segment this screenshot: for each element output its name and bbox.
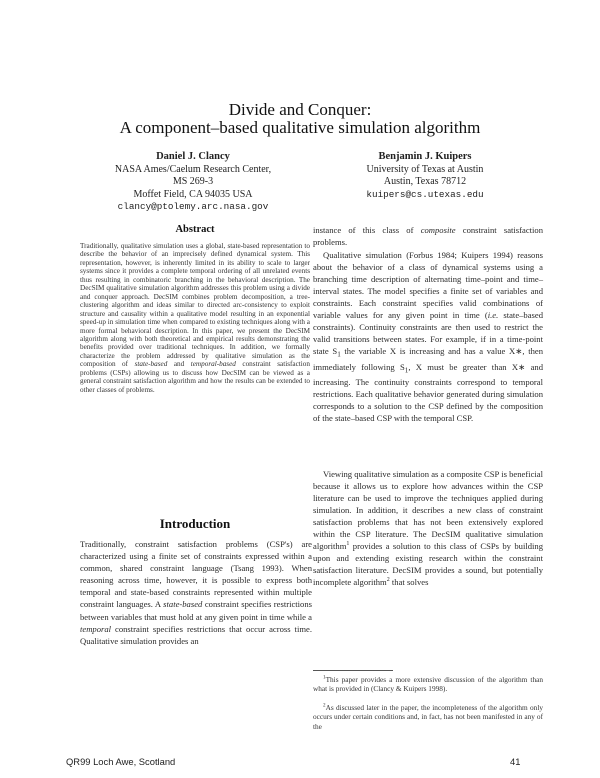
- author-affiliation-line: NASA Ames/Caelum Research Center,: [114, 163, 272, 175]
- right-column-paragraph-3: Viewing qualitative simulation as a composite CSP is beneficial because it allows us to explore how advances within the CSP literature can be used to improve the techniques applied during simulation. In addition, it describes a new class of constraint satisfaction problems that has not been extensively explored within the CSP literature. The DecSIM qualitative simulation algorithm$^1$ provides a solution to this class of CSPs by building upon and extending existing research within the constraint satisfaction literature. DecSIM provides a sound, but potentially incomplete algorithm$^2$ that solves: [313, 469, 543, 587]
- abstract-text: Traditionally, qualitative simulation uses a global, state-based representation to describe the behavior of an imprecisely defined dynamical system. This representation, however, is inherently limited in its ability to scale to larger systems since it provides a complete temporal ordering of all unrelated events thus resulting in combinatoric branching in the behavioral description. The DecSIM qualitative simulation algorithm addresses this problem using a divide and conquer approach. DecSIM combines problem decomposition, a tree-clustering algorithm and ideas similar to directed arc-consistency to exploit structure and causality within a qualitative model resulting in an exponential speed-up in simulation time when compared to existing techniques along with a more formal behavioral description. In this paper, we present the DecSIM algorithm along with both theoretical and empirical results demonstrating the benefits provided over traditional techniques. In addition, we formally characterize the problem addressed by qualitative simulation as the composition of state-based and temporal-based constraint satisfaction problems (CSPs) allowing us to discuss how DecSIM can be viewed as a general constraint satisfaction algorithm and how the results can be extended to other classes of problems.: [80, 242, 310, 394]
- abstract-heading: Abstract: [175, 224, 215, 235]
- author-affiliation-line: Moffet Field, CA 94035 USA: [133, 188, 253, 200]
- author-email: kuipers@cs.utexas.edu: [366, 188, 484, 200]
- paper-title-line-1: Divide and Conquer:: [228, 100, 372, 119]
- footnote-2: $^2$As discussed later in the paper, the incompleteness of the algorithm only occurs under certain conditions and, in fact, has not been manifested in any of the: [313, 702, 543, 731]
- author-affiliation-line: MS 269-3: [172, 176, 214, 188]
- author-name: Benjamin J. Kuipers: [378, 151, 472, 162]
- footnote-rule: [313, 670, 393, 671]
- right-column-paragraph-1: instance of this class of composite constraint satisfaction problems.: [313, 225, 544, 247]
- right-column-paragraph-2: Qualitative simulation (Forbus 1984; Kuipers 1994) reasons about the behavior of a class of dynamical systems using a branching time description of alternating time–point and time–interval states. The model specifies a finite set of variables and constraints. Each constraint specifies valid combinations of variable values for any given point in time (i.e. state–based constraints). Continuity constraints are then used to restrict the valid transitions between states. For example, if in a time-point state $S_1$ the variable X is increasing and has a value X∗, then immediately following $S_1$, X must be greater than X∗ and increasing. The continuity constraints correspond to temporal restrictions. Each qualitative behavior generated during simulation corresponds to a solution to the CSP defined by the composition of the state–based CSP with the temporal CSP.: [313, 250, 544, 424]
- footer-venue: QR99 Loch Awe, Scotland: [66, 756, 176, 767]
- author-affiliation-line: University of Texas at Austin: [366, 163, 484, 175]
- footnote-1: $^1$This paper provides a more extensive discussion of the algorithm than what is provided in (Clancy & Kuipers 1998).: [313, 674, 543, 694]
- author-email: clancy@ptolemy.arc.nasa.gov: [117, 201, 269, 213]
- paper-title-line-2: A component–based qualitative simulation algorithm: [119, 118, 481, 137]
- introduction-paragraph: Traditionally, constraint satisfaction problems (CSP's) are characterized using a finite set of constraints expressed within a common, shared constraint language (Tsang 1993). When reasoning across time, however, it is possible to express both temporal and state-based constraints represented within multiple constraint languages. A state-based constraint specifies restrictions between variables that must hold at any given point in time while a temporal constraint specifies restrictions that occur across time. Qualitative simulation provides an: [80, 539, 312, 646]
- author-affiliation-line: Austin, Texas 78712: [383, 176, 467, 188]
- author-block-clancy: [88, 151, 298, 214]
- introduction-heading: Introduction: [159, 516, 231, 531]
- footnote-marker: 1: [346, 541, 350, 548]
- author-block-kuipers: [330, 151, 520, 201]
- footnote-marker: 2: [386, 577, 390, 584]
- page-number: 41: [510, 756, 521, 767]
- author-name: Daniel J. Clancy: [156, 151, 230, 162]
